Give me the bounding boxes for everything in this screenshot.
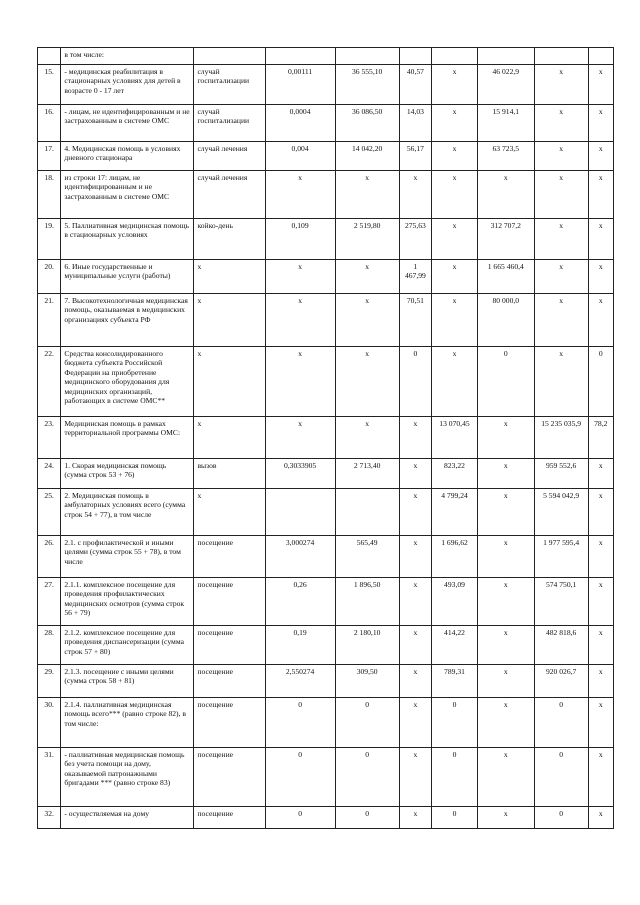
unit-cell: случай госпитализации [194, 105, 265, 142]
value-cell: 0,0004 [265, 105, 335, 142]
row-name: 1. Скорая медицинская помощь (сумма строк 53 + 76) [61, 459, 194, 489]
table-row [38, 142, 614, 171]
value-cell: x [477, 626, 534, 665]
value-cell: x [432, 142, 478, 171]
value-cell: 80 000,0 [477, 294, 534, 347]
row-number: 17. [38, 142, 61, 171]
value-cell: 312 707,2 [477, 219, 534, 260]
table-row [38, 459, 614, 489]
unit-cell: посещение [194, 578, 265, 626]
value-cell: 482 818,6 [534, 626, 588, 665]
value-cell: 789,31 [432, 665, 478, 698]
table-row [38, 489, 614, 536]
row-name: Средства консолидированного бюджета субъекта Российской Федерации на приобретение медицинского оборудования для медицинских организаций, работающих в системе ОМС** [61, 347, 194, 417]
value-cell: 56,17 [399, 142, 432, 171]
value-cell: x [588, 219, 613, 260]
row-name: - медицинская реабилитация в стационарных условиях для детей в возрасте 0 - 17 лет [61, 65, 194, 105]
row-name: - лицам, не идентифицированным и не застрахованным в системе ОМС [61, 105, 194, 142]
value-cell: 0 [265, 748, 335, 807]
value-cell: 2 519,80 [335, 219, 399, 260]
value-cell: x [534, 260, 588, 294]
row-number: 22. [38, 347, 61, 417]
value-cell: 15 235 035,9 [534, 417, 588, 459]
unit-cell: посещение [194, 536, 265, 578]
table-row [38, 219, 614, 260]
value-cell: x [588, 105, 613, 142]
table-row [38, 665, 614, 698]
value-cell: 920 026,7 [534, 665, 588, 698]
row-number: 16. [38, 105, 61, 142]
value-cell: 0 [588, 347, 613, 417]
value-cell [265, 489, 335, 536]
value-cell: x [399, 459, 432, 489]
value-cell: 0 [265, 698, 335, 748]
row-name: 2.1.4. паллиативная медицинская помощь всего*** (равно строке 82), в том числе: [61, 698, 194, 748]
value-cell: x [588, 665, 613, 698]
value-cell: 0,00111 [265, 65, 335, 105]
unit-cell: случай лечения [194, 142, 265, 171]
unit-cell: посещение [194, 665, 265, 698]
unit-cell: x [194, 294, 265, 347]
table-row [38, 417, 614, 459]
table-row [38, 748, 614, 807]
value-cell: 823,22 [432, 459, 478, 489]
row-name: 2.1.3. посещение с иными целями (сумма строк 58 + 81) [61, 665, 194, 698]
value-cell: 0 [534, 698, 588, 748]
value-cell: 1 665 460,4 [477, 260, 534, 294]
value-cell: x [432, 219, 478, 260]
row-name: - осуществляемая на дому [61, 807, 194, 829]
value-cell: x [432, 260, 478, 294]
value-cell: x [477, 489, 534, 536]
row-name: - паллиативная медицинская помощь без учета помощи на дому, оказываемой патронажными бригадами *** (равно строке 83) [61, 748, 194, 807]
row-number: 29. [38, 665, 61, 698]
value-cell: x [588, 626, 613, 665]
row-number: 25. [38, 489, 61, 536]
value-cell: 0 [335, 807, 399, 829]
value-cell: 14,03 [399, 105, 432, 142]
unit-cell: x [194, 489, 265, 536]
value-cell: x [477, 665, 534, 698]
value-cell: x [265, 417, 335, 459]
table-row [38, 260, 614, 294]
value-cell: 0 [265, 807, 335, 829]
table-row [38, 626, 614, 665]
value-cell: x [399, 748, 432, 807]
unit-cell: посещение [194, 698, 265, 748]
value-cell: 0 [432, 748, 478, 807]
unit-cell: x [194, 417, 265, 459]
value-cell [265, 48, 335, 65]
value-cell: 2,550274 [265, 665, 335, 698]
value-cell: 1 977 595,4 [534, 536, 588, 578]
row-name: Медицинская помощь в рамках территориальной программы ОМС: [61, 417, 194, 459]
value-cell: 0 [534, 748, 588, 807]
table-row [38, 807, 614, 829]
value-cell: 14 042,20 [335, 142, 399, 171]
value-cell: 0 [432, 807, 478, 829]
value-cell: 565,49 [335, 536, 399, 578]
value-cell [534, 48, 588, 65]
table-row [38, 171, 614, 219]
row-name: 2. Медицинская помощь в амбулаторных условиях всего (сумма строк 54 + 77), в том числе [61, 489, 194, 536]
value-cell [335, 489, 399, 536]
row-number: 20. [38, 260, 61, 294]
table-row [38, 65, 614, 105]
table-row [38, 48, 614, 65]
value-cell: 78,2 [588, 417, 613, 459]
value-cell: x [432, 171, 478, 219]
value-cell: 46 022,9 [477, 65, 534, 105]
value-cell: 309,50 [335, 665, 399, 698]
value-cell: 0,19 [265, 626, 335, 665]
value-cell: 0 [432, 698, 478, 748]
row-number: 27. [38, 578, 61, 626]
value-cell: 0,26 [265, 578, 335, 626]
value-cell: x [588, 807, 613, 829]
value-cell: x [534, 105, 588, 142]
value-cell: x [335, 417, 399, 459]
value-cell: x [399, 626, 432, 665]
row-number: 30. [38, 698, 61, 748]
value-cell: 0,109 [265, 219, 335, 260]
value-cell: x [432, 65, 478, 105]
row-number: 23. [38, 417, 61, 459]
row-number: 21. [38, 294, 61, 347]
value-cell [588, 48, 613, 65]
value-cell: 959 552,6 [534, 459, 588, 489]
table-row [38, 578, 614, 626]
value-cell [335, 48, 399, 65]
value-cell: x [477, 171, 534, 219]
value-cell [399, 48, 432, 65]
value-cell: 574 750,1 [534, 578, 588, 626]
value-cell: 3,000274 [265, 536, 335, 578]
unit-cell: койко-день [194, 219, 265, 260]
row-name: 4. Медицинская помощь в условиях дневного стационара [61, 142, 194, 171]
value-cell: x [477, 748, 534, 807]
value-cell: 13 070,45 [432, 417, 478, 459]
value-cell: x [477, 459, 534, 489]
value-cell: x [265, 171, 335, 219]
row-name: в том числе: [61, 48, 194, 65]
value-cell: x [477, 698, 534, 748]
value-cell: 1 696,62 [432, 536, 478, 578]
row-number: 15. [38, 65, 61, 105]
row-number: 18. [38, 171, 61, 219]
table-row [38, 347, 614, 417]
value-cell: x [399, 807, 432, 829]
value-cell: 0 [399, 347, 432, 417]
value-cell: 15 914,1 [477, 105, 534, 142]
value-cell: x [588, 65, 613, 105]
value-cell: x [588, 459, 613, 489]
unit-cell: вызов [194, 459, 265, 489]
value-cell: x [534, 294, 588, 347]
value-cell: x [477, 807, 534, 829]
value-cell: x [477, 578, 534, 626]
value-cell: 2 180,10 [335, 626, 399, 665]
row-name: 2.1.2. комплексное посещение для проведения диспансеризации (сумма строк 57 + 80) [61, 626, 194, 665]
value-cell: x [588, 260, 613, 294]
value-cell: 63 723,5 [477, 142, 534, 171]
row-name: 5. Паллиативная медицинская помощь в стационарных условиях [61, 219, 194, 260]
value-cell: x [265, 260, 335, 294]
row-number: 28. [38, 626, 61, 665]
unit-cell: случай госпитализации [194, 65, 265, 105]
unit-cell: посещение [194, 807, 265, 829]
value-cell: 5 594 042,9 [534, 489, 588, 536]
row-name: 2.1.1. комплексное посещение для проведения профилактических медицинских осмотров (сумма строк 56 + 79) [61, 578, 194, 626]
value-cell: 36 555,10 [335, 65, 399, 105]
value-cell [432, 48, 478, 65]
table-row [38, 294, 614, 347]
value-cell: 493,09 [432, 578, 478, 626]
financing-table [37, 47, 614, 829]
value-cell: x [477, 536, 534, 578]
value-cell: x [588, 294, 613, 347]
row-name: из строки 17: лицам, не идентифицированным и не застрахованным в системе ОМС [61, 171, 194, 219]
value-cell: 1 467,99 [399, 260, 432, 294]
unit-cell: посещение [194, 748, 265, 807]
value-cell: x [335, 171, 399, 219]
value-cell: x [399, 665, 432, 698]
value-cell: 0 [534, 807, 588, 829]
value-cell: x [399, 171, 432, 219]
row-number: 32. [38, 807, 61, 829]
value-cell: x [399, 536, 432, 578]
row-number: 31. [38, 748, 61, 807]
value-cell: 0 [335, 698, 399, 748]
value-cell: x [399, 417, 432, 459]
value-cell: x [534, 65, 588, 105]
table-row [38, 105, 614, 142]
value-cell: x [588, 698, 613, 748]
value-cell: 36 086,50 [335, 105, 399, 142]
value-cell: x [477, 417, 534, 459]
value-cell: 2 713,40 [335, 459, 399, 489]
unit-cell: посещение [194, 626, 265, 665]
value-cell: x [432, 105, 478, 142]
unit-cell: x [194, 347, 265, 417]
value-cell: 275,63 [399, 219, 432, 260]
value-cell: 0 [477, 347, 534, 417]
value-cell: x [335, 347, 399, 417]
value-cell: x [588, 536, 613, 578]
value-cell: x [588, 489, 613, 536]
row-number: 24. [38, 459, 61, 489]
value-cell: x [335, 260, 399, 294]
table-row [38, 698, 614, 748]
unit-cell [194, 48, 265, 65]
value-cell: x [588, 578, 613, 626]
value-cell: x [534, 142, 588, 171]
row-number [38, 48, 61, 65]
value-cell: x [265, 294, 335, 347]
value-cell: x [534, 219, 588, 260]
value-cell: x [399, 489, 432, 536]
value-cell: x [432, 294, 478, 347]
row-name: 6. Иные государственные и муниципальные услуги (работы) [61, 260, 194, 294]
value-cell: 1 896,50 [335, 578, 399, 626]
value-cell: x [265, 347, 335, 417]
value-cell: x [588, 171, 613, 219]
unit-cell: случай лечения [194, 171, 265, 219]
row-name: 2.1. с профилактической и иными целями (сумма строк 55 + 78), в том числе [61, 536, 194, 578]
value-cell: 40,57 [399, 65, 432, 105]
unit-cell: x [194, 260, 265, 294]
value-cell: x [432, 347, 478, 417]
value-cell: x [534, 171, 588, 219]
value-cell: x [588, 748, 613, 807]
row-name: 7. Высокотехнологичная медицинская помощь, оказываемая в медицинских организациях субъекта РФ [61, 294, 194, 347]
row-number: 19. [38, 219, 61, 260]
value-cell: x [399, 698, 432, 748]
value-cell [477, 48, 534, 65]
value-cell: 4 799,24 [432, 489, 478, 536]
value-cell: x [335, 294, 399, 347]
value-cell: x [399, 578, 432, 626]
value-cell: x [534, 347, 588, 417]
value-cell: 414,22 [432, 626, 478, 665]
table-row [38, 536, 614, 578]
value-cell: x [588, 142, 613, 171]
value-cell: 70,51 [399, 294, 432, 347]
value-cell: 0,004 [265, 142, 335, 171]
value-cell: 0,3033905 [265, 459, 335, 489]
row-number: 26. [38, 536, 61, 578]
value-cell: 0 [335, 748, 399, 807]
